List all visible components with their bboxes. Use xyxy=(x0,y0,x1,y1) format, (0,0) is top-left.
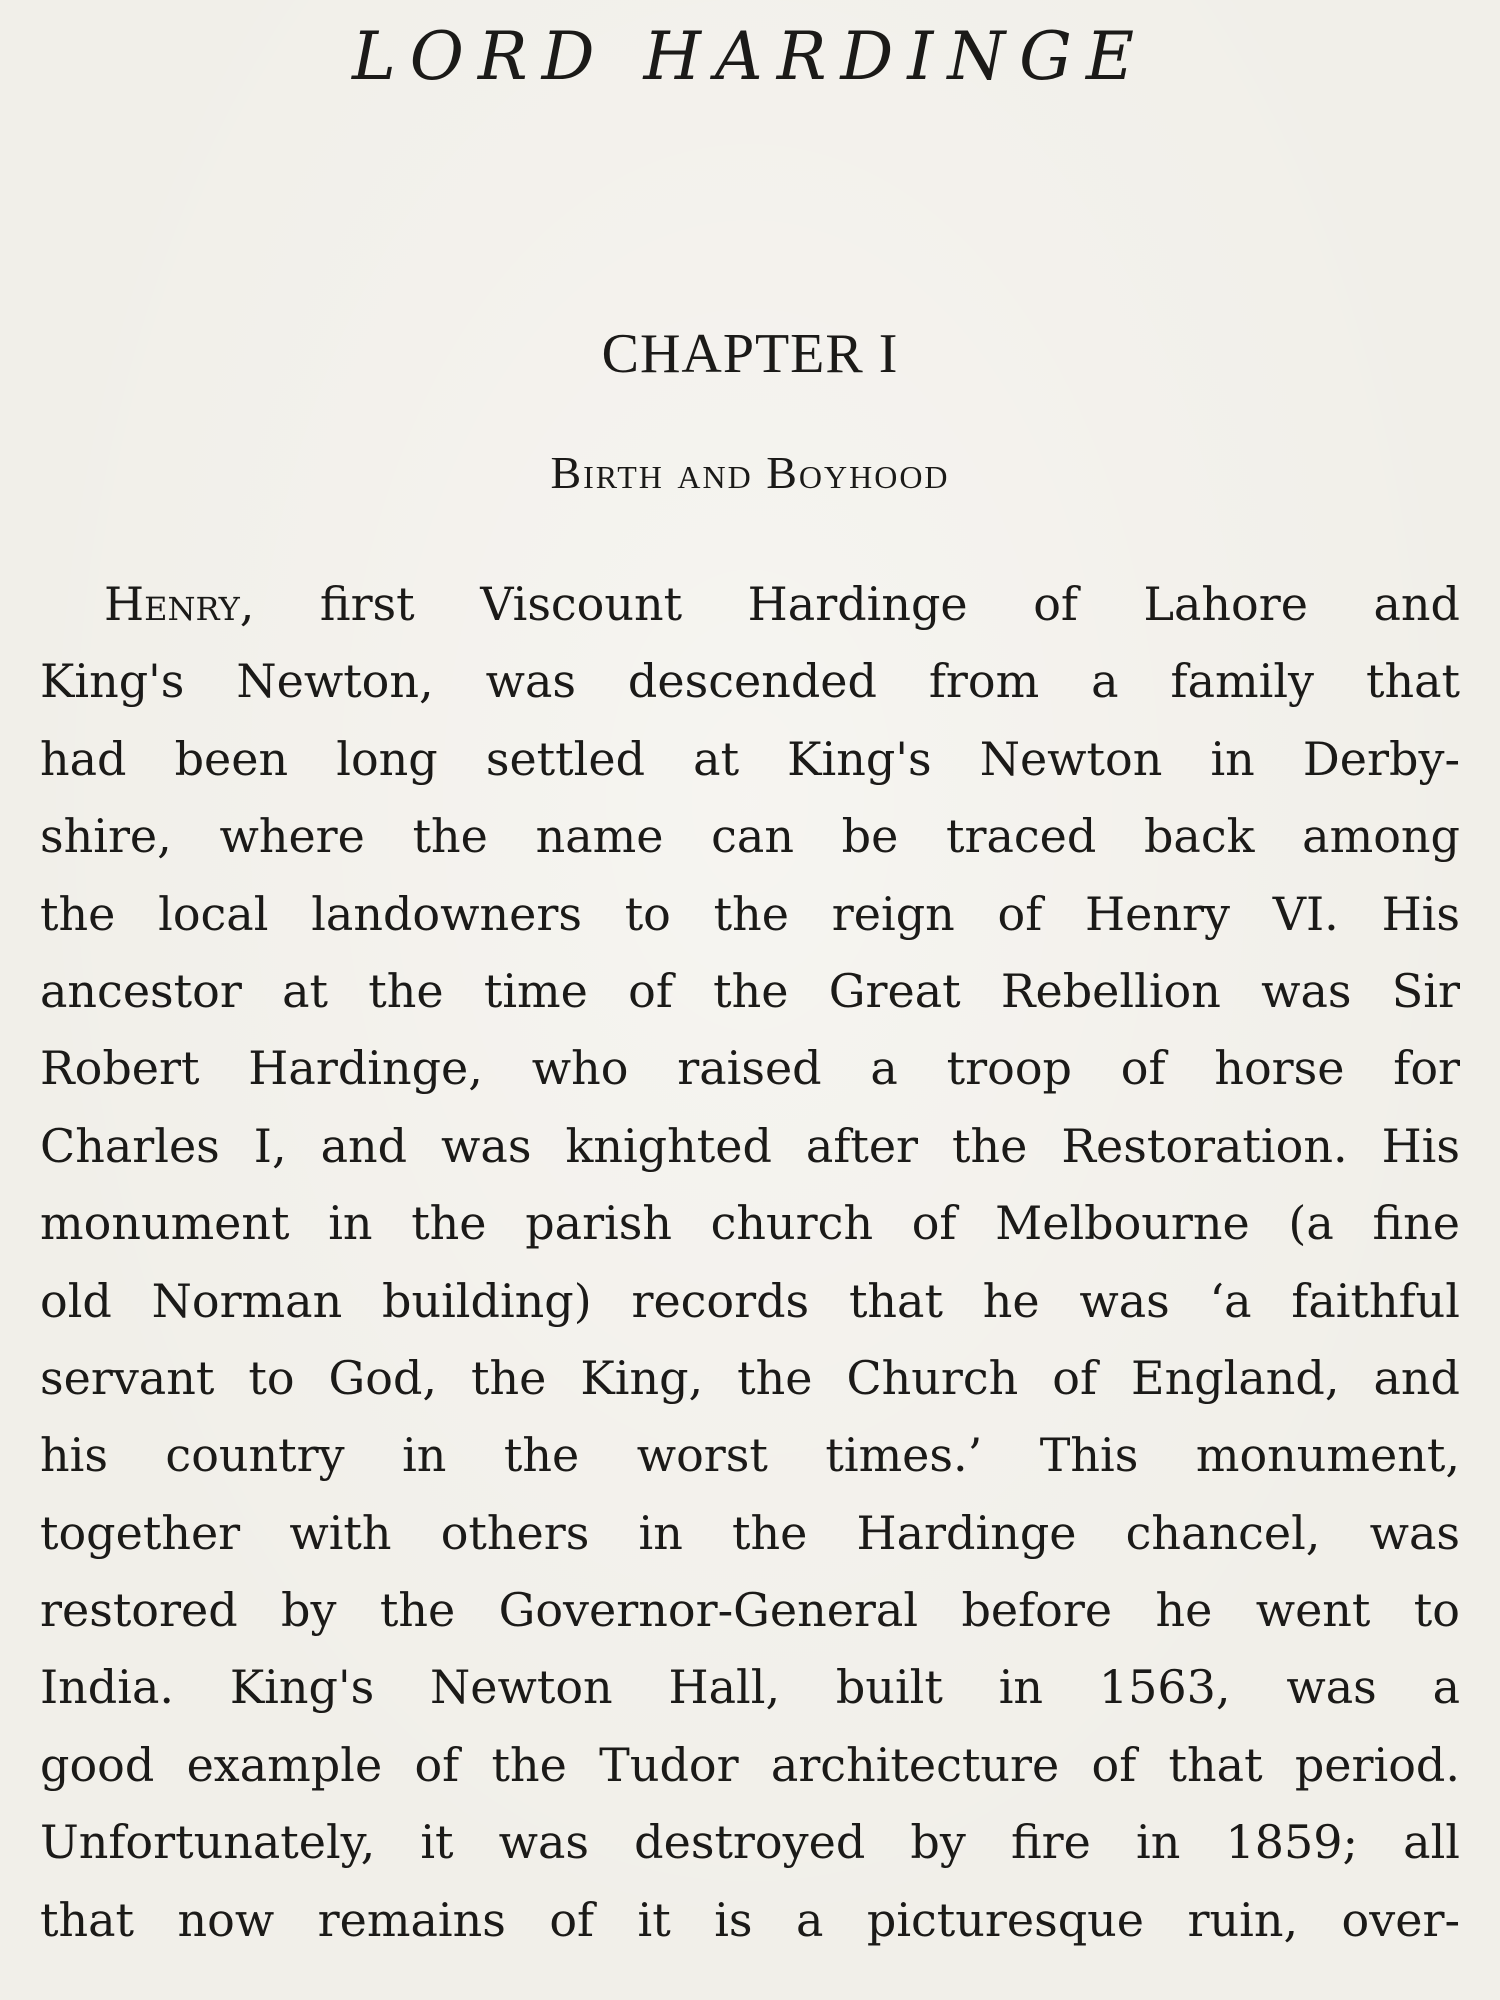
text-line: King's Newton, was descended from a family that xyxy=(40,654,1460,709)
opening-word: Henry, xyxy=(104,577,255,631)
text-line: his country in the worst times.’ This monument, xyxy=(40,1428,1460,1483)
body-paragraph xyxy=(40,566,1460,1959)
text-line: shire, where the name can be traced back among xyxy=(40,809,1460,864)
running-head: LORD HARDINGE xyxy=(351,18,1149,95)
text-line: Unfortunately, it was destroyed by fire in 1859; all xyxy=(40,1815,1460,1870)
text-line: had been long settled at King's Newton in Derby- xyxy=(40,731,1460,786)
text-line: that now remains of it is a picturesque ruin, over- xyxy=(40,1892,1460,1947)
chapter-subtitle: Birth and Boyhood xyxy=(550,447,950,498)
text-line: monument in the parish church of Melbourne (a fine xyxy=(40,1196,1460,1251)
text-line: ancestor at the time of the Great Rebellion was Sir xyxy=(40,963,1460,1018)
text-line: India. King's Newton Hall, built in 1563, was a xyxy=(40,1660,1460,1715)
text-line: together with others in the Hardinge chancel, was xyxy=(40,1505,1460,1560)
text-line: the local landowners to the reign of Henry VI. His xyxy=(40,886,1460,941)
text-line xyxy=(40,566,1460,643)
line-text: first Viscount Hardinge of Lahore and xyxy=(254,577,1460,631)
text-line: Charles I, and was knighted after the Restoration. His xyxy=(40,1118,1460,1173)
text-line: good example of the Tudor architecture of that period. xyxy=(40,1737,1460,1792)
chapter-title: CHAPTER I xyxy=(601,323,899,385)
text-line: Robert Hardinge, who raised a troop of horse for xyxy=(40,1041,1460,1096)
text-line: servant to God, the King, the Church of England, and xyxy=(40,1350,1460,1405)
text-line: restored by the Governor-General before he went to xyxy=(40,1583,1460,1638)
text-line: old Norman building) records that he was ‘a faithful xyxy=(40,1273,1460,1328)
